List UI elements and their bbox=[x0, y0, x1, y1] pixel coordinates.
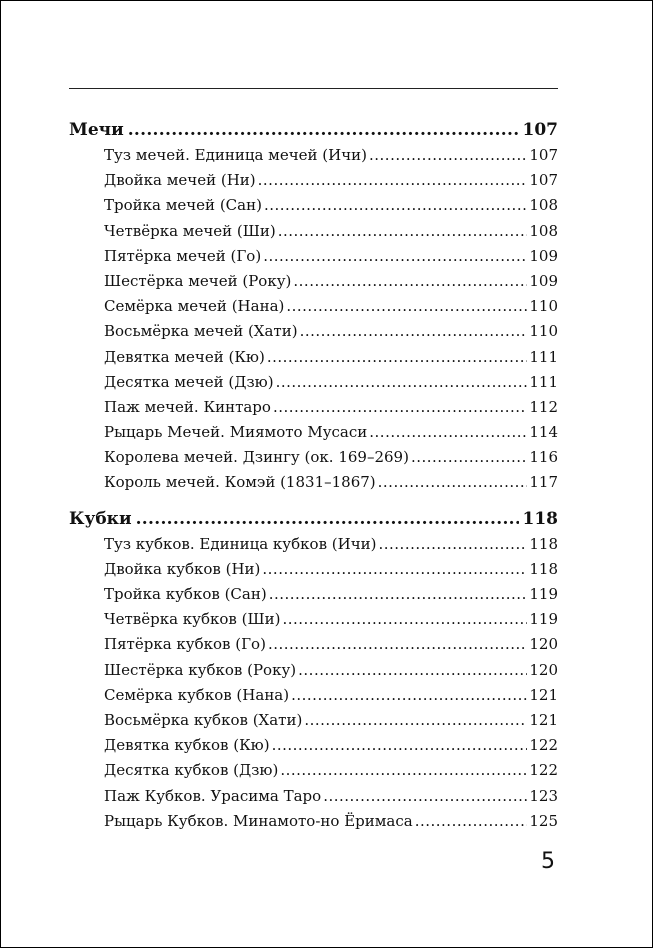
toc-section-heading[interactable] bbox=[69, 117, 558, 143]
toc-entry[interactable] bbox=[69, 294, 558, 319]
toc-entry[interactable] bbox=[69, 532, 558, 557]
entry-page-number: 110 bbox=[529, 322, 558, 341]
entry-page-number: 107 bbox=[529, 171, 558, 190]
entry-title: Четвёрка кубков (Ши) bbox=[104, 610, 281, 629]
section-title: Мечи bbox=[69, 120, 124, 140]
leader-dots bbox=[278, 219, 528, 244]
entry-title: Шестёрка мечей (Року) bbox=[104, 271, 292, 290]
toc-entry[interactable] bbox=[69, 758, 558, 783]
entry-title: Двойка кубков (Ни) bbox=[104, 559, 261, 578]
toc-entry[interactable] bbox=[69, 168, 558, 193]
entry-page-number: 116 bbox=[529, 448, 558, 467]
entry-page-number: 108 bbox=[529, 221, 558, 240]
toc-entry[interactable] bbox=[69, 658, 558, 683]
entry-page-number: 111 bbox=[529, 347, 558, 366]
leader-dots bbox=[268, 632, 527, 657]
entry-page-number: 120 bbox=[529, 660, 558, 679]
leader-dots bbox=[415, 809, 528, 834]
toc-entry[interactable] bbox=[69, 193, 558, 218]
entry-page-number: 122 bbox=[529, 761, 558, 780]
leader-dots bbox=[323, 784, 527, 809]
entry-page-number: 117 bbox=[529, 473, 558, 492]
toc-entry[interactable] bbox=[69, 557, 558, 582]
entry-title: Десятка кубков (Дзю) bbox=[104, 761, 279, 780]
leader-dots bbox=[269, 582, 528, 607]
leader-dots bbox=[263, 244, 527, 269]
entry-title: Королева мечей. Дзингу (ок. 169–269) bbox=[104, 448, 409, 467]
toc-entry[interactable] bbox=[69, 370, 558, 395]
entry-title: Девятка мечей (Кю) bbox=[104, 347, 265, 366]
entry-title: Туз мечей. Единица мечей (Ичи) bbox=[104, 146, 367, 164]
entry-page-number: 112 bbox=[529, 397, 558, 416]
leader-dots bbox=[304, 708, 527, 733]
toc-entry[interactable] bbox=[69, 345, 558, 370]
toc-entry[interactable] bbox=[69, 632, 558, 657]
toc-entry[interactable] bbox=[69, 733, 558, 758]
entry-title: Шестёрка кубков (Року) bbox=[104, 660, 297, 679]
leader-dots bbox=[300, 319, 528, 344]
leader-dots bbox=[136, 506, 519, 532]
leader-dots bbox=[286, 294, 527, 319]
toc-entry[interactable] bbox=[69, 683, 558, 708]
entry-title: Восьмёрка мечей (Хати) bbox=[104, 322, 298, 341]
leader-dots bbox=[262, 557, 527, 582]
toc-entry[interactable] bbox=[69, 809, 558, 834]
entry-page-number: 119 bbox=[529, 585, 558, 603]
toc-entry[interactable] bbox=[69, 607, 558, 632]
leader-dots bbox=[411, 445, 527, 470]
entry-title: Семёрка кубков (Нана) bbox=[104, 685, 290, 704]
leader-dots bbox=[282, 607, 527, 632]
entry-page-number: 110 bbox=[529, 297, 558, 316]
toc-entry[interactable] bbox=[69, 582, 558, 607]
leader-dots bbox=[128, 117, 519, 143]
leader-dots bbox=[258, 168, 528, 193]
entry-page-number: 107 bbox=[529, 146, 558, 164]
leader-dots bbox=[293, 269, 527, 294]
leader-dots bbox=[267, 345, 528, 370]
entry-title: Паж Кубков. Урасима Таро bbox=[104, 786, 322, 805]
toc-entry[interactable] bbox=[69, 143, 558, 168]
entry-page-number: 123 bbox=[529, 786, 558, 805]
leader-dots bbox=[291, 683, 527, 708]
toc-section-heading[interactable] bbox=[69, 506, 558, 532]
toc-entry[interactable] bbox=[69, 470, 558, 495]
leader-dots bbox=[378, 532, 527, 557]
entry-page-number: 114 bbox=[529, 423, 558, 442]
entry-page-number: 121 bbox=[529, 710, 558, 729]
entry-title: Пятёрка мечей (Го) bbox=[104, 246, 262, 265]
entry-page-number: 109 bbox=[529, 246, 558, 265]
leader-dots bbox=[280, 758, 527, 783]
entry-title: Четвёрка мечей (Ши) bbox=[104, 221, 276, 240]
entry-title: Рыцарь Кубков. Минамото-но Ёримаса bbox=[104, 811, 413, 830]
toc-entry[interactable] bbox=[69, 269, 558, 294]
leader-dots bbox=[276, 370, 528, 395]
entry-page-number: 111 bbox=[529, 372, 558, 391]
entry-title: Король мечей. Комэй (1831–1867) bbox=[104, 473, 376, 492]
leader-dots bbox=[273, 395, 527, 420]
entry-page-number: 122 bbox=[529, 736, 558, 755]
entry-page-number: 121 bbox=[529, 685, 558, 704]
entry-title: Туз кубков. Единица кубков (Ичи) bbox=[104, 534, 377, 553]
leader-dots bbox=[298, 658, 527, 683]
entry-title: Тройка мечей (Сан) bbox=[104, 196, 262, 215]
entry-page-number: 119 bbox=[529, 610, 558, 629]
entry-title: Семёрка мечей (Нана) bbox=[104, 297, 285, 316]
entry-title: Пятёрка кубков (Го) bbox=[104, 635, 266, 654]
leader-dots bbox=[369, 143, 527, 168]
entry-page-number: 108 bbox=[529, 196, 558, 215]
entry-page-number: 118 bbox=[529, 559, 558, 578]
toc-entry[interactable] bbox=[69, 445, 558, 470]
toc-entry[interactable] bbox=[69, 319, 558, 344]
leader-dots bbox=[272, 733, 528, 758]
toc-entry[interactable] bbox=[69, 708, 558, 733]
table-of-contents bbox=[69, 117, 558, 834]
entry-title: Тройка кубков (Сан) bbox=[104, 585, 267, 603]
toc-entry[interactable] bbox=[69, 244, 558, 269]
section-page-number: 118 bbox=[522, 508, 558, 529]
entry-title: Двойка мечей (Ни) bbox=[104, 171, 256, 190]
header-rule bbox=[69, 88, 558, 89]
section-page-number: 107 bbox=[522, 120, 558, 140]
leader-dots bbox=[264, 193, 527, 218]
toc-entry[interactable] bbox=[69, 395, 558, 420]
entry-title: Рыцарь Мечей. Миямото Мусаси bbox=[104, 423, 368, 442]
section-title: Кубки bbox=[69, 508, 132, 529]
entry-page-number: 109 bbox=[529, 271, 558, 290]
entry-title: Десятка мечей (Дзю) bbox=[104, 372, 274, 391]
toc-entry[interactable] bbox=[69, 420, 558, 445]
entry-title: Паж мечей. Кинтаро bbox=[104, 397, 271, 416]
entry-page-number: 125 bbox=[529, 811, 558, 830]
entry-title: Девятка кубков (Кю) bbox=[104, 736, 270, 755]
entry-page-number: 118 bbox=[529, 534, 558, 553]
entry-page-number: 120 bbox=[529, 635, 558, 654]
leader-dots bbox=[369, 420, 527, 445]
toc-entry[interactable] bbox=[69, 784, 558, 809]
leader-dots bbox=[378, 470, 528, 495]
entry-title: Восьмёрка кубков (Хати) bbox=[104, 710, 303, 729]
toc-entry[interactable] bbox=[69, 219, 558, 244]
page-number: 5 bbox=[541, 849, 555, 874]
